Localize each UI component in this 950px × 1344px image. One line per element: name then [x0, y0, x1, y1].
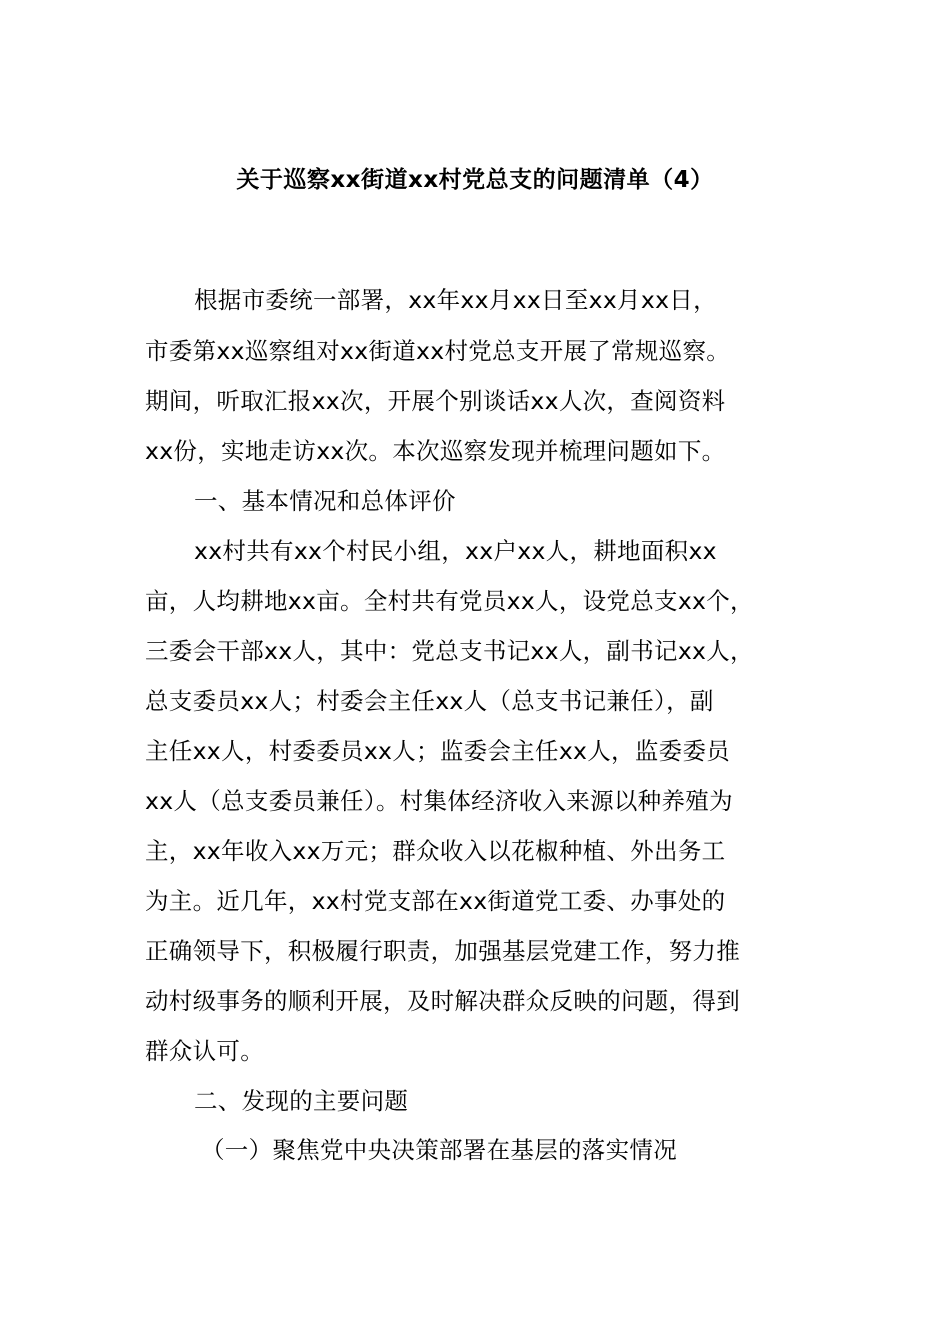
paragraph-line: xx份，实地走访xx次。本次巡察发现并梳理问题如下。 [145, 437, 726, 465]
document-title: 关于巡察xx街道xx村党总支的问题清单（4） [236, 167, 714, 193]
paragraph-line: 总支委员xx人；村委会主任xx人（总支书记兼任），副 [145, 687, 714, 715]
paragraph-line: 亩，人均耕地xx亩。全村共有党员xx人，设党总支xx个， [145, 587, 754, 615]
section-heading: 一、基本情况和总体评价 [194, 487, 456, 515]
paragraph-line: 三委会干部xx人，其中：党总支书记xx人，副书记xx人， [145, 637, 754, 665]
paragraph-line: 正确领导下，积极履行职责，加强基层党建工作，努力推 [145, 937, 740, 965]
paragraph-line: 期间，听取汇报xx次，开展个别谈话xx人次，查阅资料 [145, 387, 726, 415]
paragraph-line: 群众认可。 [145, 1037, 264, 1065]
paragraph-line: xx村共有xx个村民小组，xx户xx人，耕地面积xx [194, 537, 717, 565]
paragraph-line: 主，xx年收入xx万元；群众收入以花椒种植、外出务工 [145, 837, 726, 865]
paragraph-line: 动村级事务的顺利开展，及时解决群众反映的问题，得到 [145, 987, 740, 1015]
paragraph-line: xx人（总支委员兼任）。村集体经济收入来源以种养殖为 [145, 787, 733, 815]
paragraph-line: 主任xx人，村委委员xx人；监委会主任xx人，监委委员 [145, 737, 731, 765]
section-heading: 二、发现的主要问题 [194, 1087, 409, 1115]
subsection-heading: （一）聚焦党中央决策部署在基层的落实情况 [201, 1136, 677, 1164]
paragraph-line: 根据市委统一部署，xx年xx月xx日至xx月xx日， [194, 286, 717, 314]
paragraph-line: 为主。近几年，xx村党支部在xx街道党工委、办事处的 [145, 887, 726, 915]
paragraph-line: 市委第xx巡察组对xx街道xx村党总支开展了常规巡察。 [145, 337, 731, 365]
